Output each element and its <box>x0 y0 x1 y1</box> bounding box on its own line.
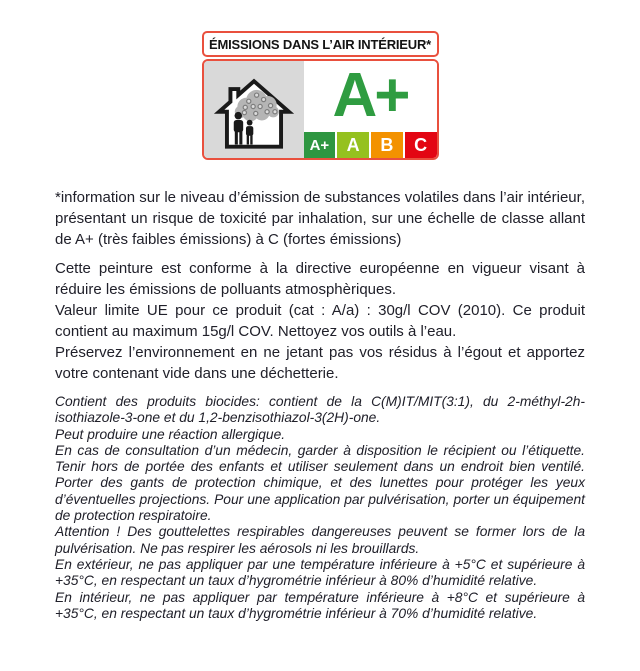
footnote-block <box>55 187 585 250</box>
scale-grade-a: A <box>337 132 369 158</box>
label-text-column <box>55 187 585 622</box>
scale-grade-a-plus: A+ <box>304 132 336 158</box>
safety-precautions-paragraph: En cas de consultation d’un médecin, garder à disposition le récipient ou l’étiquette. Tenir hors de portée des enfants et utiliser seulement dans un endroit bien ventilé. Porter des gants de protection chimique, et des lunettes pour protéger les yeux d’éventuelles projections. Pour une application par pulvérisation, porter un équipement de protection respiratoire. <box>55 442 585 524</box>
grade-panel <box>304 61 437 158</box>
allergy-paragraph: Peut produire une réaction allergique. <box>55 426 286 442</box>
environment-paragraph: Préservez l’environnement en ne jetant pas vos résidus à l’égout et apportez votre contenant vide dans une déchetterie. <box>55 344 585 382</box>
house-icon-panel <box>204 61 304 158</box>
footnote-paragraph: *information sur le niveau d’émission de substances volatiles dans l’air intérieur, présentant un risque de toxicité par inhalation, sur une échelle de classe allant de A+ (très faibles émissions) à C (fortes émissions) <box>55 189 585 248</box>
compliance-block <box>55 258 585 384</box>
air-emissions-badge <box>202 31 439 160</box>
badge-main-box <box>202 59 439 160</box>
emission-grade-value: A+ <box>332 60 408 130</box>
biocide-contents-paragraph: Contient des produits biocides: contient de la C(M)IT/MIT(3:1), du 2-méthyl-2h-isothiazole-3-one et du 1,2-benzisothiazol-3(2H)-one. <box>55 394 585 426</box>
badge-title: ÉMISSIONS DANS L’AIR INTÉRIEUR* <box>202 31 439 57</box>
biocide-warning-block <box>55 394 585 622</box>
emission-scale <box>304 132 437 158</box>
interior-conditions-paragraph: En intérieur, ne pas appliquer par température inférieure à +8°C et supérieure à +35°C, en respectant un taux d’hygrométrie inférieur à 70% d’humidité relative. <box>55 589 585 621</box>
paint-voc-emissions-label <box>0 31 640 671</box>
voc-limit-paragraph: Valeur limite UE pour ce produit (cat : A/a) : 30g/l COV (2010). Ce produit contient au maximum 15g/l COV. Nettoyez vos outils à l’eau. <box>55 302 585 340</box>
scale-grade-b: B <box>371 132 403 158</box>
scale-grade-c: C <box>405 132 437 158</box>
exterior-conditions-paragraph: En extérieur, ne pas appliquer par une température inférieure à +5°C et supérieure à +35°C, en respectant un taux d’hygrométrie inférieur à 80% d’humidité relative. <box>55 556 585 589</box>
house-family-voc-icon <box>206 65 302 155</box>
directive-paragraph: Cette peinture est conforme à la directive européenne en vigueur visant à réduire les émissions de polluants atmosphèriques. <box>55 260 585 298</box>
droplets-warning-paragraph: Attention ! Des gouttelettes respirables dangereuses peuvent se former lors de la pulvérisation. Ne pas respirer les aérosols ni les brouillards. <box>55 524 585 556</box>
